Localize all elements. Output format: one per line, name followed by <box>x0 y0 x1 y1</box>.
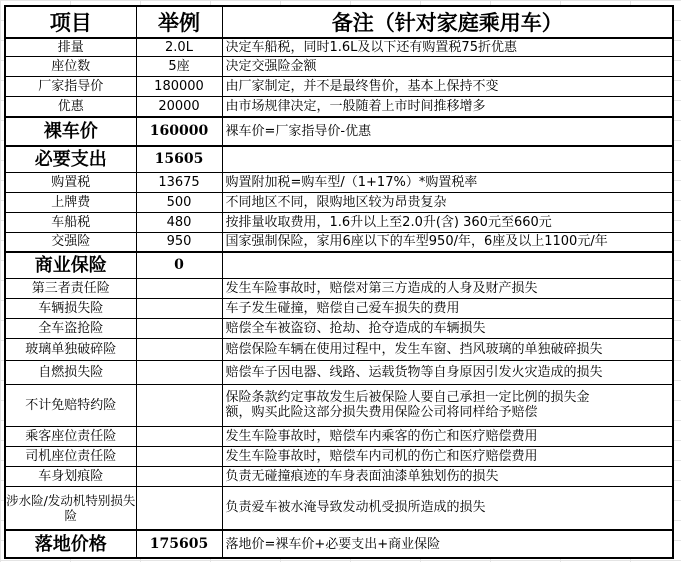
example-cell[interactable] <box>136 360 222 384</box>
note-cell[interactable]: 赔偿车子因电器、线路、运载货物等自身原因引发火灾造成的损失 <box>222 360 673 384</box>
note-cell[interactable]: 落地价=裸车价+必要支出+商业保险 <box>222 530 673 558</box>
item-cell[interactable]: 商业保险 <box>5 252 136 278</box>
table-row <box>5 426 673 446</box>
item-cell[interactable]: 排量 <box>5 38 136 56</box>
example-cell[interactable] <box>136 278 222 298</box>
note-cell[interactable]: 发生车险事故时，赔偿对第三方造成的人身及财产损失 <box>222 278 673 298</box>
note-cell[interactable]: 负责爱车被水淹导致发动机受损所造成的损失 <box>222 486 673 530</box>
item-cell[interactable]: 裸车价 <box>5 117 136 146</box>
car-cost-table <box>4 5 674 559</box>
table-row <box>5 252 673 278</box>
example-cell[interactable] <box>136 466 222 486</box>
item-cell[interactable]: 不计免赔特约险 <box>5 384 136 426</box>
item-cell[interactable]: 购置税 <box>5 172 136 192</box>
table-row <box>5 298 673 318</box>
table-row <box>5 38 673 56</box>
header-row <box>5 6 673 38</box>
item-cell[interactable]: 全车盗抢险 <box>5 318 136 338</box>
example-cell[interactable]: 15605 <box>136 146 222 172</box>
header-item[interactable]: 项目 <box>5 6 136 38</box>
example-cell[interactable] <box>136 486 222 530</box>
note-cell[interactable]: 国家强制保险，家用6座以下的车型950/年，6座及以上1100元/年 <box>222 232 673 252</box>
example-cell[interactable]: 950 <box>136 232 222 252</box>
note-cell[interactable]: 车子发生碰撞，赔偿自己爱车损失的费用 <box>222 298 673 318</box>
table-row <box>5 56 673 76</box>
table-row <box>5 338 673 360</box>
item-cell[interactable]: 落地价格 <box>5 530 136 558</box>
header-note[interactable]: 备注（针对家庭乘用车） <box>222 6 673 38</box>
example-cell[interactable]: 160000 <box>136 117 222 146</box>
note-cell[interactable]: 保险条款约定事故发生后被保险人要自己承担一定比例的损失金额，购买此险这部分损失费用保险公司将同样给予赔偿 <box>222 384 673 426</box>
note-cell[interactable]: 购置附加税=购车型/（1+17%）*购置税率 <box>222 172 673 192</box>
table-row <box>5 232 673 252</box>
note-cell[interactable]: 裸车价=厂家指导价-优惠 <box>222 117 673 146</box>
table-row <box>5 192 673 212</box>
note-cell[interactable]: 由市场规律决定，一般随着上市时间推移增多 <box>222 96 673 117</box>
table-row <box>5 318 673 338</box>
table-row <box>5 117 673 146</box>
note-cell[interactable] <box>222 252 673 278</box>
table-row <box>5 278 673 298</box>
item-cell[interactable]: 上牌费 <box>5 192 136 212</box>
item-cell[interactable]: 座位数 <box>5 56 136 76</box>
table-row <box>5 212 673 232</box>
table-row <box>5 146 673 172</box>
example-cell[interactable]: 5座 <box>136 56 222 76</box>
item-cell[interactable]: 自燃损失险 <box>5 360 136 384</box>
item-cell[interactable]: 车身划痕险 <box>5 466 136 486</box>
example-cell[interactable] <box>136 384 222 426</box>
header-example[interactable]: 举例 <box>136 6 222 38</box>
item-cell[interactable]: 优惠 <box>5 96 136 117</box>
note-cell[interactable]: 决定交强险金额 <box>222 56 673 76</box>
table-row <box>5 486 673 530</box>
item-cell[interactable]: 车辆损失险 <box>5 298 136 318</box>
note-cell[interactable]: 决定车船税，同时1.6L及以下还有购置税75折优惠 <box>222 38 673 56</box>
example-cell[interactable] <box>136 318 222 338</box>
item-cell[interactable]: 涉水险/发动机特别损失险 <box>5 486 136 530</box>
example-cell[interactable]: 180000 <box>136 76 222 96</box>
note-cell[interactable]: 发生车险事故时，赔偿车内司机的伤亡和医疗赔偿费用 <box>222 446 673 466</box>
example-cell[interactable] <box>136 426 222 446</box>
item-cell[interactable]: 玻璃单独破碎险 <box>5 338 136 360</box>
table-row <box>5 360 673 384</box>
example-cell[interactable] <box>136 338 222 360</box>
item-cell[interactable]: 第三者责任险 <box>5 278 136 298</box>
example-cell[interactable]: 0 <box>136 252 222 278</box>
item-cell[interactable]: 必要支出 <box>5 146 136 172</box>
note-cell[interactable]: 负责无碰撞痕迹的车身表面油漆单独划伤的损失 <box>222 466 673 486</box>
example-cell[interactable]: 13675 <box>136 172 222 192</box>
example-cell[interactable]: 480 <box>136 212 222 232</box>
note-cell[interactable]: 发生车险事故时，赔偿车内乘客的伤亡和医疗赔偿费用 <box>222 426 673 446</box>
example-cell[interactable]: 500 <box>136 192 222 212</box>
table-row <box>5 466 673 486</box>
item-cell[interactable]: 交强险 <box>5 232 136 252</box>
note-cell[interactable]: 不同地区不同，限购地区较为昂贵复杂 <box>222 192 673 212</box>
table-row <box>5 446 673 466</box>
note-cell[interactable]: 赔偿保险车辆在使用过程中，发生车窗、挡风玻璃的单独破碎损失 <box>222 338 673 360</box>
example-cell[interactable] <box>136 446 222 466</box>
example-cell[interactable]: 20000 <box>136 96 222 117</box>
table-row <box>5 172 673 192</box>
table-row <box>5 96 673 117</box>
table-row <box>5 384 673 426</box>
item-cell[interactable]: 车船税 <box>5 212 136 232</box>
item-cell[interactable]: 乘客座位责任险 <box>5 426 136 446</box>
table-row <box>5 530 673 558</box>
example-cell[interactable]: 2.0L <box>136 38 222 56</box>
note-cell[interactable]: 赔偿全车被盗窃、抢劫、抢夺造成的车辆损失 <box>222 318 673 338</box>
item-cell[interactable]: 厂家指导价 <box>5 76 136 96</box>
example-cell[interactable] <box>136 298 222 318</box>
note-cell[interactable]: 按排量收取费用，1.6升以上至2.0升(含) 360元至660元 <box>222 212 673 232</box>
example-cell[interactable]: 175605 <box>136 530 222 558</box>
table-row <box>5 76 673 96</box>
note-cell[interactable] <box>222 146 673 172</box>
note-cell[interactable]: 由厂家制定，并不是最终售价，基本上保持不变 <box>222 76 673 96</box>
item-cell[interactable]: 司机座位责任险 <box>5 446 136 466</box>
